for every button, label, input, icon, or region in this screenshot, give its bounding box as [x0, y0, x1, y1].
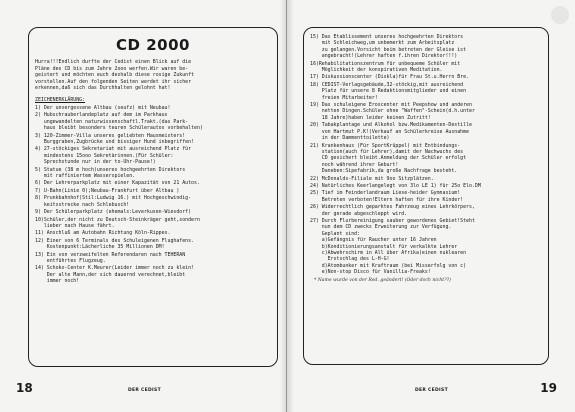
legend-heading: ZEICHENERKLÄRUNG:	[35, 96, 86, 103]
list-item: 1) Der unvergessene Altbau (seufz) mit Neubau!	[35, 105, 171, 111]
list-item: 26) Widerrechtlich geparktes Fahrzeug eines Lehrkörpers, der gerade abgeschleppt wird.	[310, 204, 475, 217]
list-item: 5) Statue (38 m hoch)unseres hochgeehrten Direktors mit raffiniertem Wasserspielen.	[35, 166, 186, 180]
list-item: 21) Krankenhaus (Für SportKrüppel) mit Entbindungs- station(auch für Lehrer),damit der Nachwuchs des CD gesichert bleibt.Anmeldung der Schüler erfolgt noch während ihrer Geburt! Daneben:Sipefabrik,da große Nachfrage besteht.	[310, 142, 467, 175]
page-number-left: 18	[16, 381, 33, 395]
list-item: 22) McDonalds-Filiale mit 9oo Sitzplätzen.	[310, 175, 434, 182]
list-item: 6) Der Lehrerparkplatz mit einer Kapazität von 21 Autos.	[35, 180, 200, 187]
list-item: 16)Rehabilitationszentrum für unbequeme Schüler mit Möglichkeit der konspirativen Meditation.	[310, 60, 461, 74]
left-content-frame	[28, 27, 278, 367]
page-left	[0, 0, 287, 412]
list-item: 11) Anschluß am Autobahn Richtung Köln-Rippes.	[35, 230, 171, 237]
list-item: 14) Schoko-Center K.Meurer(Leider immer noch zu klein! Der alte Mann,der sich dauernd verechnet,bleibt immer noch!	[35, 265, 194, 285]
list-item: 15) Das Etablissement unseres hochgeehrten Direktors mit Schleichweg,um unbemerkt zum Arbeitsplatz zu gelangen.Vorsicht beim betreten der Gleise ist angebracht!(Lehrer haften f.ihren Direktor!!!)	[310, 34, 467, 60]
list-item: 19) Das schuleigene Eroscenter mit Peepshow und anderen netten Dingen.Schüler ohne "Waffen"-Schein(d.h.unter 18 Jahre)haben leider keinen Zutritt!	[310, 102, 475, 121]
list-item: 13) Ein von verzweifelten Referendaren nach TEHERAN entführtes Flugzeug.	[35, 251, 186, 264]
list-item: 9) Der Schülerparkplatz (ehemals:Leverkusen-Wiesdorf)	[35, 209, 192, 216]
legend-list-left	[29, 105, 277, 285]
legend-list-right	[304, 34, 548, 276]
intro-paragraph: Hurra!!!Endlich durfte der Cedist einen Blick auf die Pläne des CD bis zum Jahre 2ooo werfen.Wir waren be- geistert und möchten euch deshalb diese rosige Zukunft vorstellen.Auf den folgenden Seiten werdet ihr sicher erkennen,daß sich das Durchhalten gelohnt hat!	[35, 59, 194, 91]
list-item: 4) 27-stöckiges Sekretariat mit ausreichend Platz für mindestens 15ooo Sekretärinnen.(Für Schüler: Sprechstunde nur in der to-Uhr-Pause!)	[35, 146, 192, 166]
list-item: 2) Hubschrauberlandeplatz auf dem im Parkhaus ungewandelten naturwissenschaftl.Trakt.(das Park- haus bleibt besonders teuren Schülerautos vorbehalten)	[35, 112, 203, 132]
list-item: 17) Diskussionscenter (Diskla)für Frau St.u.Herrn Bre.	[310, 74, 469, 81]
list-item: 18) CEDIST-Verlagsgebäude,32-stöckig,mit ausreichend Platz für unsere 8 Redaktionsmitglieder und einen freien Mitarbeiter!	[310, 81, 467, 101]
list-item: 8) Prunkbahnhof(Stil:Ludwig 16.) mit Hochgeschwindig- keitsstrecke nach Schlebusch!	[35, 195, 192, 208]
list-item: 27) Durch Flurbereinigung sauber gewordenes Gebiet!Steht nun dem CD zwecks Erweiterung zur Verfügung. Geplant sind: a)Gefängnis für Raucher unter 16 Jahren b)Konditionierungsanstalt für verkalkte Lehrer c)Abwehrschirm in All über Afrika(einen nuklearen Erstschlag des L-H-G! d)Atombunker mit Kraftraum (bei Misserfolg von c) e)Non-stop Disco für Vanillia-Freaks!	[310, 217, 475, 276]
footer-logo-right: DER CEDIST	[415, 388, 448, 393]
list-item: 3) 120-Zimmer-Villa unseres geliebten Hausmeisters! Burggraben,Zugbrücke und bissiger Hund inbegriffen!	[35, 132, 195, 146]
footer-logo-left: DER CEDIST	[128, 388, 161, 393]
list-item: 12) Einer von 6 Terminals des Schuleigenen Flughafens. Kostenpunkt:Lächerliche 35 Millionen DM!	[35, 237, 194, 251]
page-title: CD 2000	[116, 36, 190, 54]
list-item: 25) Tief im Feinderlandraum Liese-heider Gymnasium! Betreten verboten!Eltern haften für ihre Kinder!	[310, 190, 464, 203]
list-item: 7) U-Bahn(Linie 0);Neubau-Frankfurt über Altbau )	[35, 187, 180, 194]
punch-hole-mark	[551, 6, 569, 24]
page-right	[287, 0, 575, 412]
list-item: 20) Tabakplantage und Alkohol bzw.Medikamenten-Destille von Hartmut P.K!(Verkauf an Schülerkreise Ausnahme in der Dammenttoilette)	[310, 122, 472, 142]
handwritten-note: * Name wurde von der Red. geändert! (Oder doch nicht??)	[314, 277, 451, 283]
list-item: 24) Natürliches Keerlangelegt von 3lo LE 1) für 25o Elo.DM	[310, 182, 481, 189]
page-number-right: 19	[540, 381, 557, 395]
right-content-frame	[303, 27, 549, 365]
list-item: 10)Schüler,der nicht zu Deutsch-Steinkräger geht,sondern lieber nach Hause fährt.	[35, 216, 200, 229]
